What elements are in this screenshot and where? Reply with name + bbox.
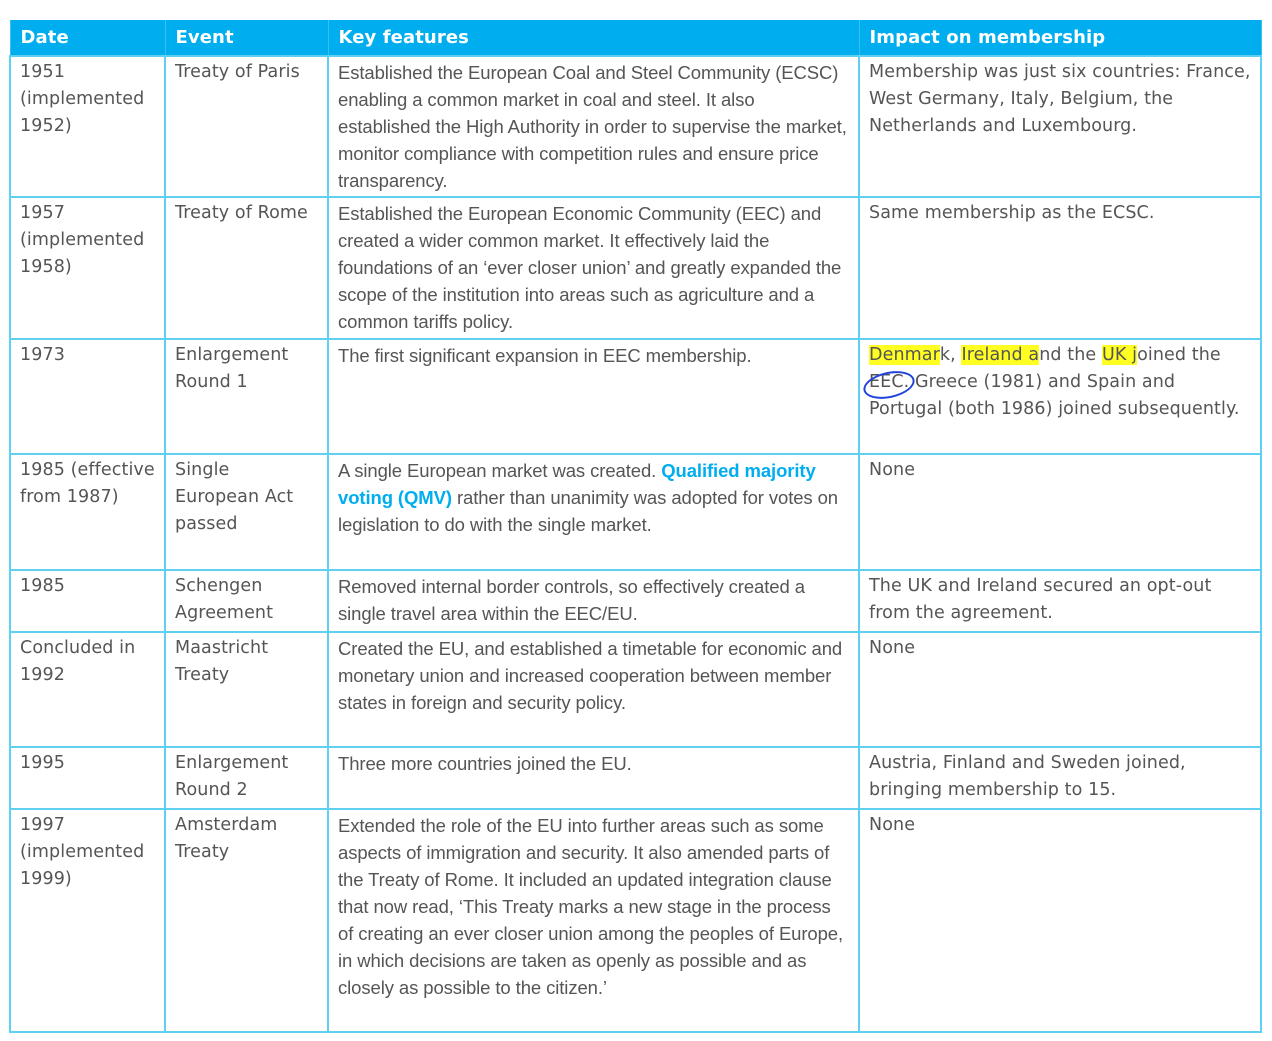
cell-key-features bbox=[328, 454, 859, 570]
text-fragment: k, bbox=[939, 345, 962, 365]
cell-impact bbox=[859, 339, 1261, 454]
cell-key-features: Three more countries joined the EU. bbox=[328, 747, 859, 809]
cell-impact: Same membership as the ECSC. bbox=[859, 197, 1261, 339]
cell-impact: None bbox=[859, 809, 1261, 1032]
cell-key-features: Established the European Coal and Steel Community (ECSC) enabling a common market in coal and steel. It also established the High Authority in order to supervise the market, monitor compliance with competition rules and ensure price transparency. bbox=[328, 56, 859, 197]
cell-key-features: The first significant expansion in EEC membership. bbox=[328, 339, 859, 454]
cell-event: Treaty of Rome bbox=[165, 197, 328, 339]
cell-event: Schengen Agreement bbox=[165, 570, 328, 632]
table-row bbox=[10, 809, 1261, 1032]
cell-impact: None bbox=[859, 454, 1261, 570]
header-key-features: Key features bbox=[328, 20, 859, 56]
cell-impact: The UK and Ireland secured an opt-out from the agreement. bbox=[859, 570, 1261, 632]
table-row bbox=[10, 570, 1261, 632]
header-row bbox=[10, 20, 1261, 56]
cell-date: 1973 bbox=[10, 339, 165, 454]
highlighted-text: UK j bbox=[1101, 345, 1138, 365]
eu-history-table bbox=[9, 20, 1262, 1033]
cell-event: Maastricht Treaty bbox=[165, 632, 328, 747]
table-row bbox=[10, 339, 1261, 454]
header-impact: Impact on membership bbox=[859, 20, 1261, 56]
cell-impact: None bbox=[859, 632, 1261, 747]
text-fragment: oined the bbox=[1137, 345, 1221, 365]
table-row bbox=[10, 56, 1261, 197]
cell-date: 1951 (implemented 1952) bbox=[10, 56, 165, 197]
cell-event: Treaty of Paris bbox=[165, 56, 328, 197]
text-fragment: nd the bbox=[1039, 345, 1102, 365]
table-row bbox=[10, 632, 1261, 747]
cell-event: Amsterdam Treaty bbox=[165, 809, 328, 1032]
cell-impact: Membership was just six countries: France, West Germany, Italy, Belgium, the Netherlands and Luxembourg. bbox=[859, 56, 1261, 197]
highlighted-text: Denmar bbox=[869, 345, 940, 365]
cell-date: 1957 (implemented 1958) bbox=[10, 197, 165, 339]
table-row bbox=[10, 747, 1261, 809]
header-date: Date bbox=[10, 20, 165, 56]
text-fragment: rather than unanimity was adopted for votes on legislation to do with the single market. bbox=[338, 487, 838, 535]
cell-date: Concluded in 1992 bbox=[10, 632, 165, 747]
table-row bbox=[10, 197, 1261, 339]
cell-key-features: Created the EU, and established a timetable for economic and monetary union and increased cooperation between member states in foreign and security policy. bbox=[328, 632, 859, 747]
cell-key-features: Extended the role of the EU into further areas such as some aspects of immigration and security. It also amended parts of the Treaty of Rome. It included an updated integration clause that now read, ‘This Treaty marks a new stage in the process of creating an ever closer union among the peoples of Europe, in which decisions are taken as openly as possible and as closely as possible to the citizen.’ bbox=[328, 809, 859, 1032]
cell-date: 1985 (effective from 1987) bbox=[10, 454, 165, 570]
header-event: Event bbox=[165, 20, 328, 56]
cell-date: 1995 bbox=[10, 747, 165, 809]
pen-circle-annotation: EEC bbox=[869, 369, 904, 396]
cell-date: 1985 bbox=[10, 570, 165, 632]
cell-key-features: Established the European Economic Community (EEC) and created a wider common market. It effectively laid the foundations of an ‘ever closer union’ and greatly expanded the scope of the institution into areas such as agriculture and a common tariffs policy. bbox=[328, 197, 859, 339]
table-row bbox=[10, 454, 1261, 570]
highlighted-text: Ireland a bbox=[961, 345, 1040, 365]
cell-key-features: Removed internal border controls, so effectively created a single travel area within the EEC/EU. bbox=[328, 570, 859, 632]
cell-event: Enlargement Round 2 bbox=[165, 747, 328, 809]
cell-impact: Austria, Finland and Sweden joined, bringing membership to 15. bbox=[859, 747, 1261, 809]
key-term: Qualified majority voting (QMV) bbox=[338, 460, 816, 508]
cell-date: 1997 (implemented 1999) bbox=[10, 809, 165, 1032]
cell-event: Single European Act passed bbox=[165, 454, 328, 570]
cell-event: Enlargement Round 1 bbox=[165, 339, 328, 454]
text-fragment: . Greece (1981) and Spain and Portugal (both 1986) joined subsequently. bbox=[869, 372, 1240, 419]
text-fragment: A single European market was created. bbox=[338, 460, 662, 481]
